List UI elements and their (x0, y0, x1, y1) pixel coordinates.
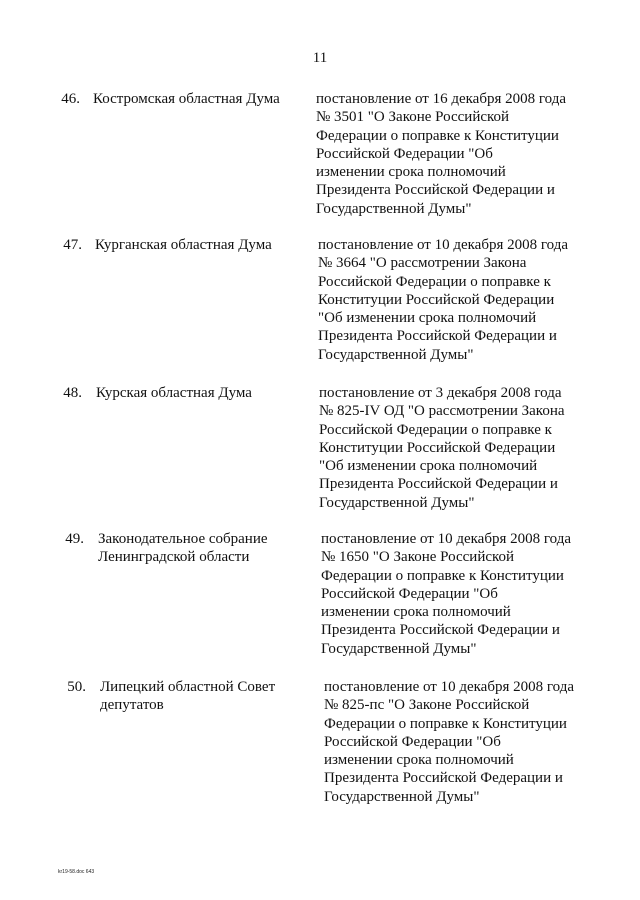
page-number: 11 (312, 50, 328, 66)
entry-number: 48. (63, 385, 82, 401)
entry-organization: Липецкий областной Совет депутатов (100, 679, 276, 714)
entry-number: 50. (67, 679, 86, 695)
footer-document-code: kr19-58.doc 643 (58, 869, 95, 875)
entry-organization: Законодательное собрание Ленинградской области (98, 531, 268, 566)
entry-number: 46. (61, 91, 80, 107)
entry-organization: Курская областная Дума (96, 385, 252, 401)
entry-number: 49. (65, 531, 84, 547)
entry-organization: Костромская областная Дума (93, 91, 280, 107)
entry-document: постановление от 10 декабря 2008 года № 3664 "О рассмотрении Закона Российской Федерации о поправке к Конституции Российской Федерации "Об изменении срока полномочий Президента Российской Федерации и Государственной Думы" (318, 237, 569, 363)
entry-document: постановление от 10 декабря 2008 года № 825-пс "О Законе Российской Федерации о поправке к Конституции Российской Федерации "Об изменении срока полномочий Президента Российской Федерации и Государственной Думы" (324, 679, 575, 805)
entry-document: постановление от 10 декабря 2008 года № 1650 "О Законе Российской Федерации о поправке к Конституции Российской Федерации "Об изменении срока полномочий Президента Российской Федерации и Государственной Думы" (321, 531, 572, 657)
entry-document: постановление от 3 декабря 2008 года № 825-IV ОД "О рассмотрении Закона Российской Федерации о поправке к Конституции Российской Федерации "Об изменении срока полномочий Президента Российской Федерации и Государственной Думы" (319, 385, 565, 511)
entry-document: постановление от 16 декабря 2008 года № 3501 "О Законе Российской Федерации о поправке к Конституции Российской Федерации "Об изменении срока полномочий Президента Российской Федерации и Государственной Думы" (316, 91, 567, 217)
entry-organization: Курганская областная Дума (95, 237, 272, 253)
entry-number: 47. (63, 237, 82, 253)
